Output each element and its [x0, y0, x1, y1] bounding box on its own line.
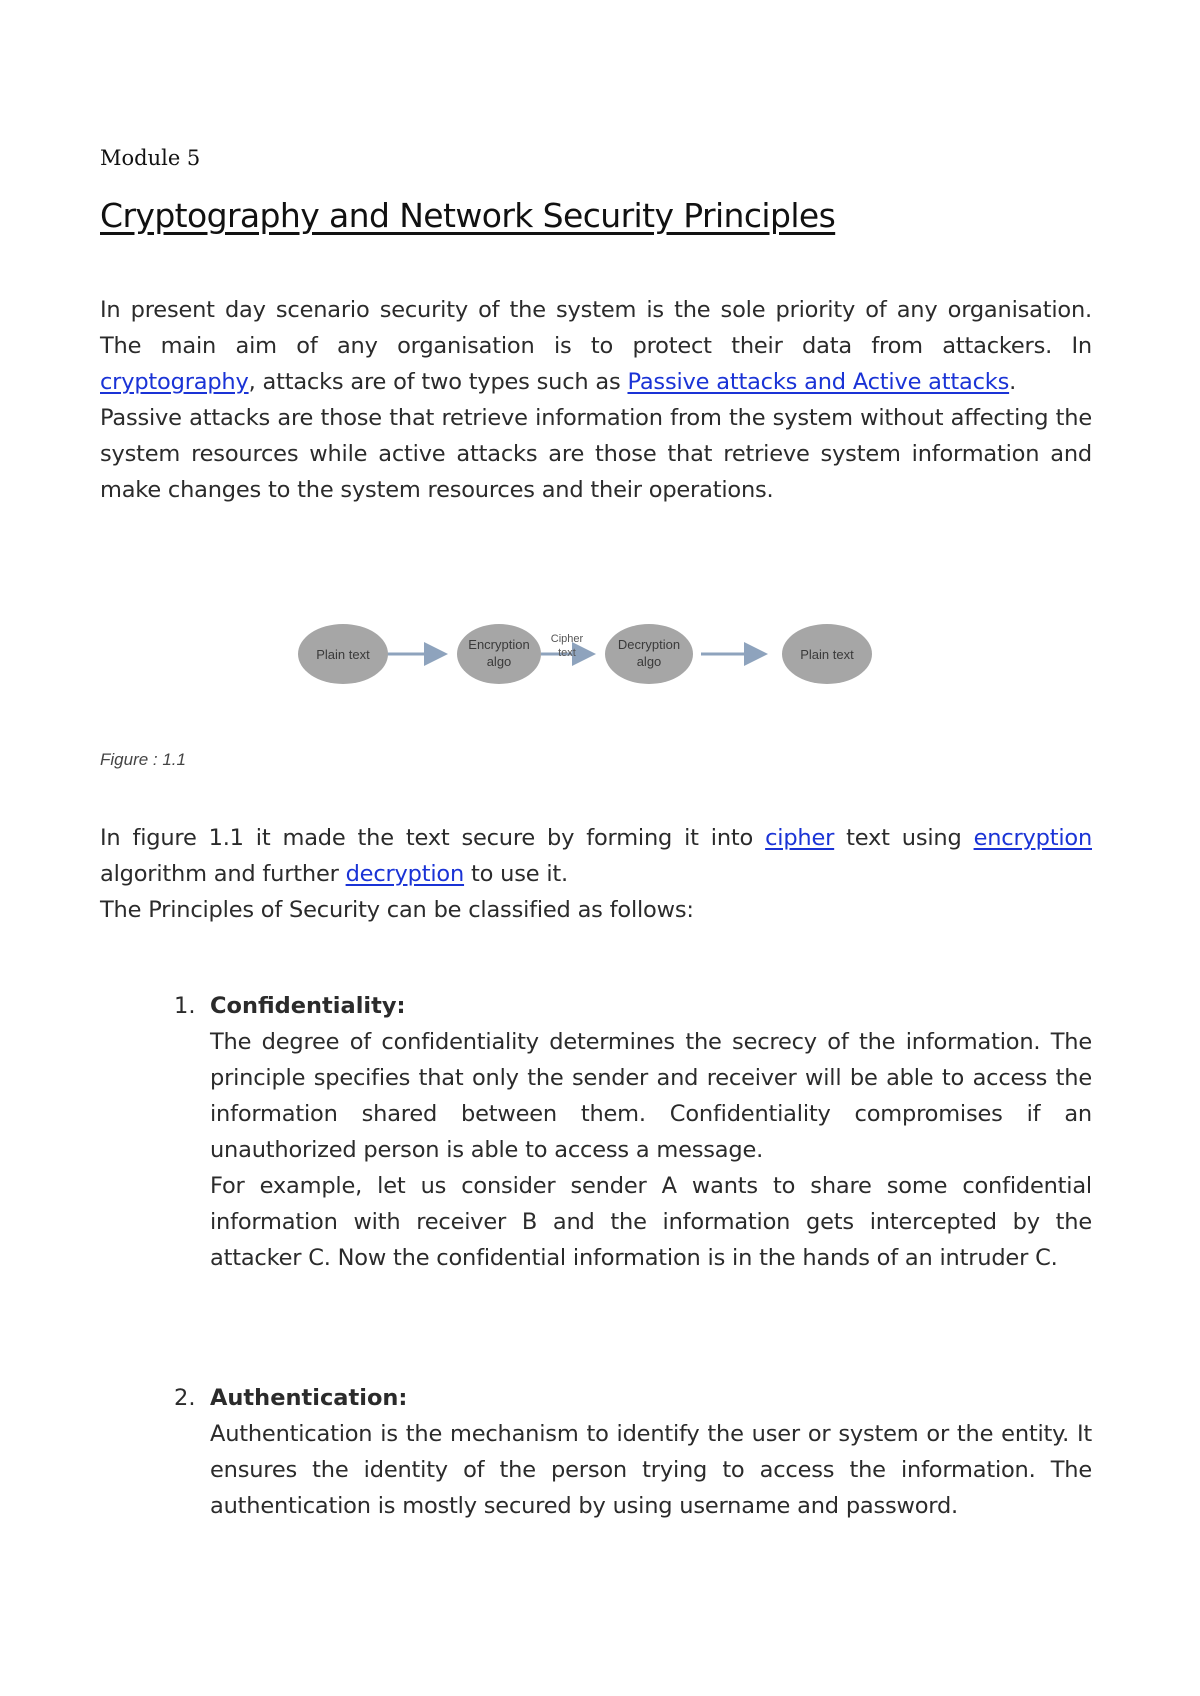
document-title: Cryptography and Network Security Principles: [100, 196, 836, 235]
module-label: Module 5: [100, 146, 201, 170]
node-label: Plain text: [316, 647, 370, 662]
node-label: algo: [636, 654, 662, 669]
figure-text: In figure 1.1 it made the text secure by forming it into: [100, 825, 766, 851]
edge-label: Cipher: [550, 633, 584, 645]
principle-heading: Confidentiality:: [210, 993, 406, 1019]
cipher-link[interactable]: cipher: [765, 825, 835, 851]
passive-active-attacks-link[interactable]: Passive attacks and Active attacks: [627, 369, 1010, 395]
intro-text: In present day scenario security of the system is the sole priority of any organisation. The main aim of any organisation is to protect their data from attackers. In: [100, 297, 1092, 359]
principle-body: [210, 1024, 1092, 1276]
principle-heading: Authentication:: [210, 1385, 408, 1411]
figure-text: algorithm and further: [100, 861, 346, 887]
flow-diagram-svg: [297, 622, 885, 686]
edge-label: text: [558, 647, 576, 659]
node-label: Encryption: [468, 637, 530, 652]
node-label: Decryption: [617, 637, 681, 652]
intro-text: .: [1009, 369, 1017, 395]
principle-text: Authentication is the mechanism to identify the user or system or the entity. It ensures the identity of the person trying to access the information. The authentication is mostly secured by using username and password.: [210, 1421, 1092, 1519]
figure-text: text using: [834, 825, 974, 851]
list-number: 2.: [174, 1385, 196, 1411]
figure-caption: Figure : 1.1: [100, 750, 186, 769]
cryptography-link[interactable]: cryptography: [100, 369, 249, 395]
passive-active-text: Passive attacks are those that retrieve information from the system without affecting the system resources while active attacks are those that retrieve system information and make changes to the system resources and their operations.: [100, 405, 1092, 503]
intro-text: , attacks are of two types such as: [248, 369, 628, 395]
intro-paragraph: [100, 292, 1092, 508]
figure-text: to use it.: [464, 861, 568, 887]
node-label: algo: [486, 654, 512, 669]
encryption-link[interactable]: encryption: [973, 825, 1092, 851]
principle-body: [210, 1416, 1092, 1524]
node-label: Plain text: [800, 647, 854, 662]
figure-paragraph: [100, 820, 1092, 928]
decryption-link[interactable]: decryption: [345, 861, 465, 887]
list-number: 1.: [174, 993, 196, 1019]
principle-text: The degree of confidentiality determines the secrecy of the information. The principle specifies that only the sender and receiver will be able to access the information shared between them. Confidentiality compromises if an unauthorized person is able to access a message.: [210, 1029, 1092, 1163]
principles-intro: The Principles of Security can be classified as follows:: [100, 897, 694, 923]
principle-example: For example, let us consider sender A wants to share some confidential information with receiver B and the information gets intercepted by the attacker C. Now the confidential information is in the hands of an intruder C.: [210, 1173, 1092, 1271]
encryption-flow-diagram: [297, 622, 885, 686]
